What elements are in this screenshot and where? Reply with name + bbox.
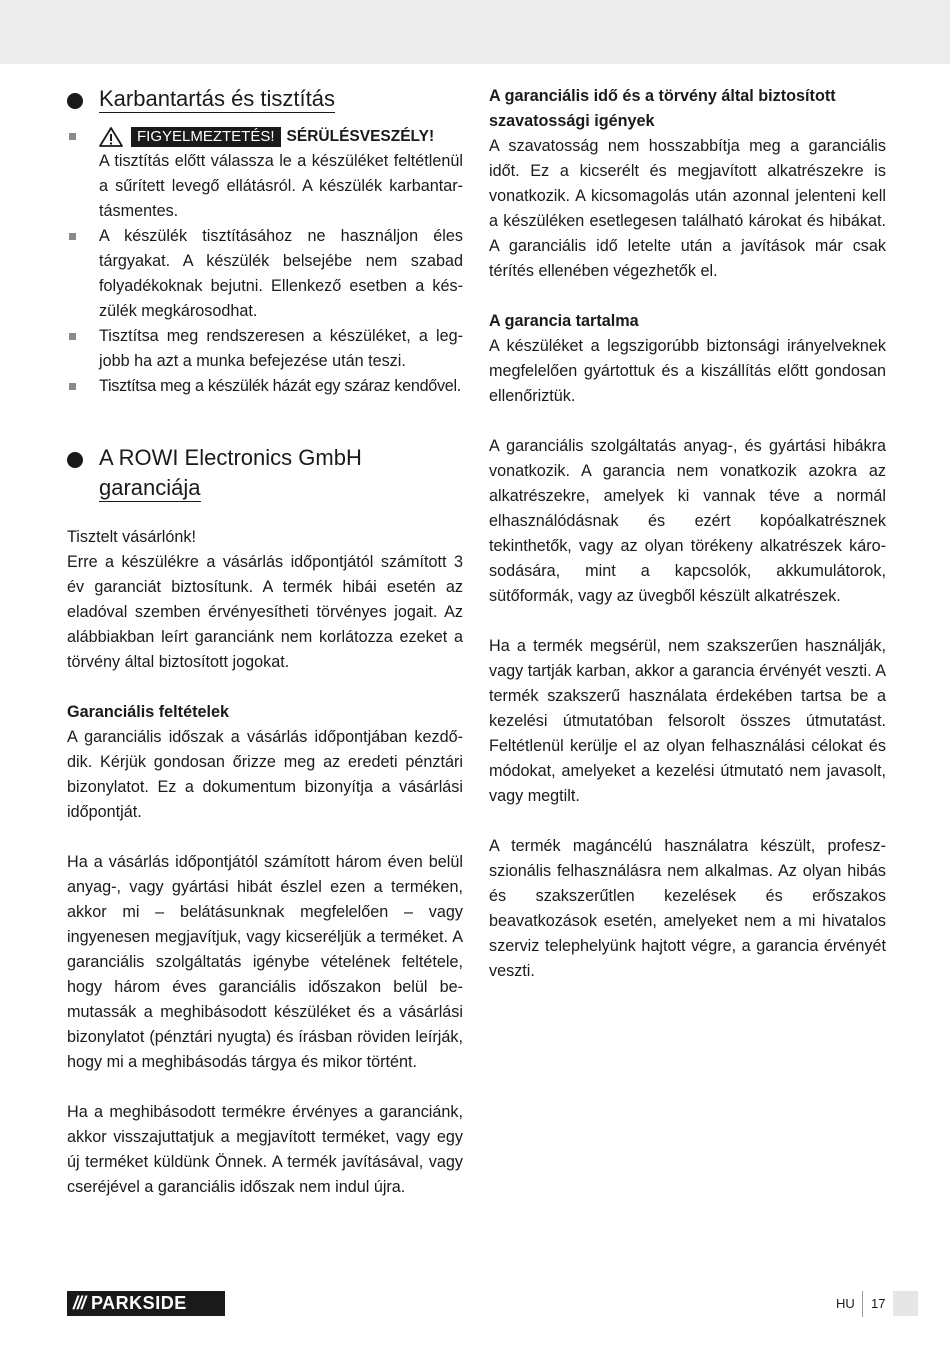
top-band (0, 0, 950, 64)
conditions-paragraph-3: Ha a meghibásodott termékre érvényes a garanciánk, akkor visszajuttatjuk a megjavított terméket, vagy egy új terméket küldünk Önnek. A termék javításával, vagy cseréjével a garanciális időszak nem indul újra. (67, 1103, 463, 1196)
scope-paragraph-2: A garanciális szolgáltatás anyag-, és gyártási hibákra vonatkozik. A garancia nem vonatkozik azokra az alkatrészekre, amelyek ki vannak téve a normál elhasználódásnak és ezért kopóalkatrésznek tekinthetők, vagy az olyan törékeny alkatrészek károsodására, mint a kapcsolók, akkumulátorok, sütőformák, vagy az üvegből készült alkatrészek. (489, 437, 886, 605)
list-item (67, 124, 463, 224)
logo-text: PARKSIDE (91, 1293, 187, 1313)
scope-paragraph-4: A termék magáncélú használatra készült, profeszszionális felhasználásra nem alkalmas. Az olyan hibás és szakszerűtlen kezelések és erőszakos beavatkozások esetén, amelyeket nem a mi hivatalos szerviz telephelyünk hajtott végre, a garancia érvényét veszti. (489, 837, 886, 980)
section-heading-warranty (67, 443, 463, 503)
parkside-logo (67, 1291, 225, 1316)
square-bullet-icon (69, 333, 76, 340)
maintenance-list (67, 124, 463, 399)
square-bullet-icon (69, 383, 76, 390)
section-bullet-icon (67, 93, 83, 109)
warning-triangle-icon (99, 127, 123, 147)
section-title-line1: A ROWI Electronics GmbH (99, 445, 362, 470)
section-bullet-icon (67, 452, 83, 468)
page-number: 17 (871, 1296, 886, 1311)
conditions-heading: Garanciális feltételek (67, 703, 229, 721)
conditions-paragraph-1: A garanciális időszak a vásárlás időpontjában kezdődik. Kérjük gondosan őrizze meg az eredeti pénztári bizonylatot. Ez a dokumentum bizonyítja a vásárlási időpontját. (67, 728, 463, 821)
intro-paragraph: Erre a készülékre a vásárlás időpontjától számított 3 év garanciát biztosítunk. A termék hibái esetén az eladóval szemben érvényesítheti törvényes jogait. Az alábbiakban leírt garanciánk nem korlátozza ezeket a törvény által biztosított jogokat. (67, 553, 463, 671)
statutory-paragraph: A szavatosság nem hosszabbítja meg a garanciális időt. Ez a kicserélt és megjavított alkatrészekre is vonatkozik. A kicsomagolás után azonnal jelenteni kell a készüléken esetlegesen található károkat és hibákat. A garanciális idő letelte után a javítások már csak térítés ellenében végezhetők el. (489, 137, 886, 280)
right-column (489, 84, 886, 984)
square-bullet-icon (69, 233, 76, 240)
warning-label: FIGYELMEZTETÉS! (131, 127, 281, 147)
warning-text: A tisztítás előtt válassza le a készüléket feltétlenül a sűrített levegő ellátásról. A készülék karbantartásmentes. (99, 152, 463, 220)
list-item: A készülék tisztításához ne használjon éles tárgyakat. A készülék belsejébe nem szabad folyadékoknak bejutni. Ellenkező esetben a készülék megkárosodhat. (67, 224, 463, 324)
language-code: HU (836, 1296, 855, 1311)
scope-heading: A garancia tartalma (489, 312, 639, 330)
conditions-paragraph-2: Ha a vásárlás időpontjától számított három éven belül anyag-, vagy gyártási hibát észlel ezen a terméken, akkor mi – belátásunknak megfelelően – vagy ingyenesen megjavítjuk, vagy kicseréljük a terméket. A garanciális szolgáltatás igénybe vételének feltétele, hogy három éves garanciális időszakon belül bemutassák a meghibásodott készüléket és a vásárlási bizonylatot (pénztári nyugta) és írásban röviden leírják, hogy mi a meghibásodás tárgya és mikor történt. (67, 853, 463, 1071)
scope-paragraph-1: A készüléket a legszigorúbb biztonsági irányelveknek megfelelően gyártottuk és a kiszállítás előtt gondosan ellenőriztük. (489, 337, 886, 405)
statutory-heading: A garanciális idő és a törvény által biztosított szavatossági igények (489, 87, 836, 130)
footer-corner-box (893, 1291, 918, 1316)
logo-slashes: /// (73, 1293, 86, 1313)
square-bullet-icon (69, 133, 76, 140)
list-item: Tisztítsa meg a készülék házát egy száraz kendővel. (67, 374, 463, 399)
greeting: Tisztelt vásárlónk! (67, 528, 196, 546)
section-title-line2: garanciája (99, 475, 201, 500)
left-column (67, 84, 463, 1200)
section-title: Karbantartás és tisztítás (99, 86, 335, 111)
section-heading-maintenance (67, 84, 463, 114)
scope-paragraph-3: Ha a termék megsérül, nem szakszerűen használják, vagy tartják karban, akkor a garancia érvényét veszti. A termék szakszerű használata érdekében tartsa be a kezelési útmutatóban felsorolt összes útmutatást. Feltétlenül kerülje el az olyan felhasználási célokat és módokat, amelyeket a kezelési útmutató nem javasolt, vagy megtilt. (489, 637, 886, 805)
warning-danger: SÉRÜLÉSVESZÉLY! (286, 128, 435, 145)
warning-line (99, 124, 463, 149)
footer-divider (862, 1291, 863, 1317)
list-item: Tisztítsa meg rendszeresen a készüléket, a legjobb ha azt a munka befejezése után teszi. (67, 324, 463, 374)
